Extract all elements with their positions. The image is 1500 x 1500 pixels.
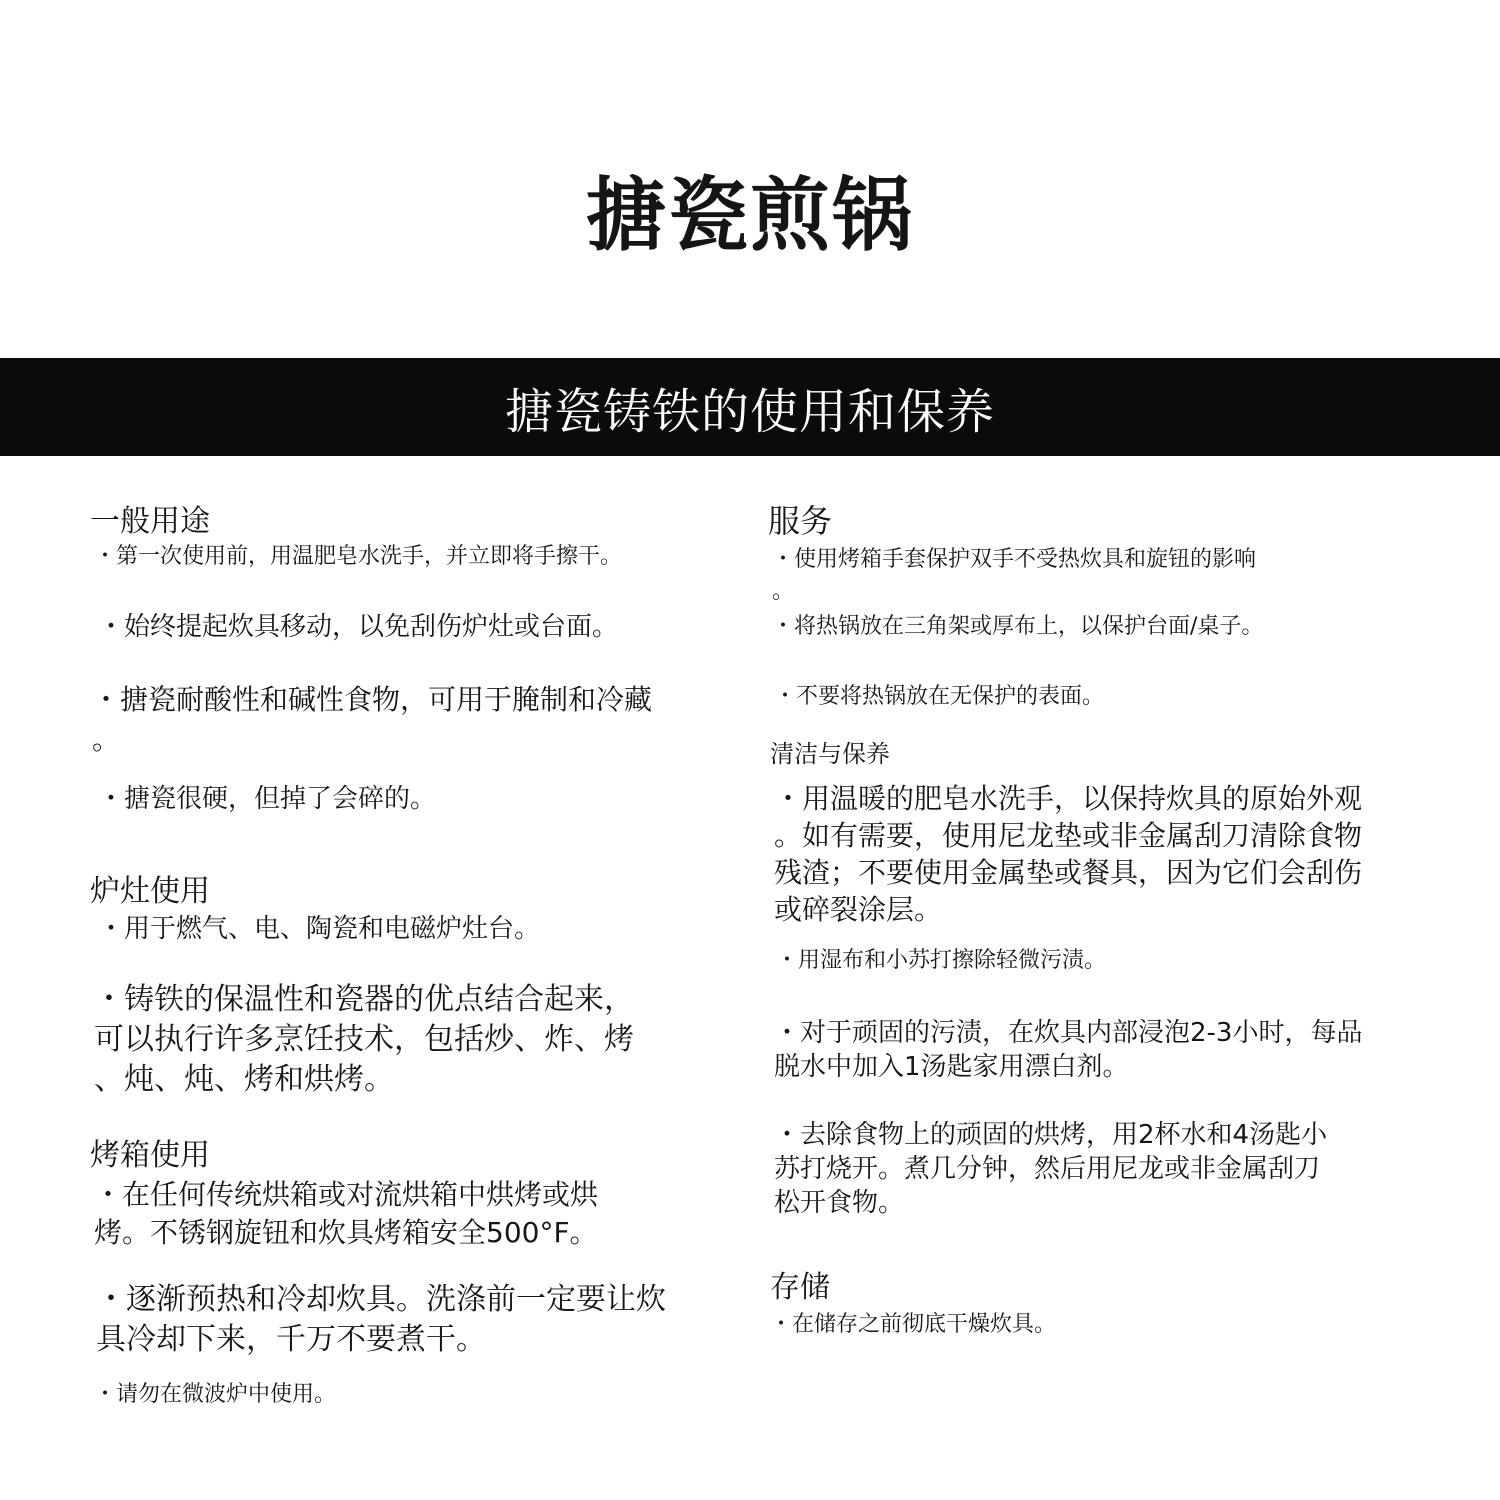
heading-cleaning-care: 清洁与保养	[770, 740, 890, 768]
oven-item-2: ・逐渐预热和冷却炊具。洗涤前一定要让炊 具冷却下来，千万不要煮干。	[96, 1282, 666, 1357]
general-item-1: ・第一次使用前，用温肥皂水洗手，并立即将手擦干。	[94, 544, 623, 569]
cleaning-item-2: ・用湿布和小苏打擦除轻微污渍。	[776, 948, 1107, 973]
cleaning-item-1: ・用温暖的肥皂水洗手，以保持炊具的原始外观 。如有需要，使用尼龙垫或非金属刮刀清除食物 残渣；不要使用金属垫或餐具，因为它们会刮伤 或碎裂涂层。	[774, 782, 1363, 926]
stovetop-item-2: ・铸铁的保温性和瓷器的优点结合起来， 可以执行许多烹饪技术，包括炒、炸、烤 、炖、炖、烤和烘烤。	[94, 982, 634, 1097]
heading-general-use: 一般用途	[90, 504, 210, 539]
service-item-2: ・将热锅放在三角架或厚布上，以保护台面/桌子。	[772, 614, 1264, 639]
heading-storage: 存储	[770, 1270, 830, 1305]
cleaning-item-4: ・去除食物上的顽固的烘烤，用2杯水和4汤匙小 苏打烧开。煮几分钟，然后用尼龙或非金属刮刀 松开食物。	[774, 1120, 1328, 1218]
service-item-3: ・不要将热锅放在无保护的表面。	[774, 684, 1105, 709]
oven-item-1: ・在任何传统烘箱或对流烘箱中烘烤或烘 烤。不锈钢旋钮和炊具烤箱安全500°F。	[94, 1178, 599, 1249]
general-item-4: ・搪瓷很硬，但掉了会碎的。	[98, 784, 437, 814]
general-item-2: ・始终提起炊具移动，以免刮伤炉灶或台面。	[98, 612, 619, 642]
page-title: 搪瓷煎锅	[586, 169, 914, 262]
stovetop-item-1: ・用于燃气、电、陶瓷和电磁炉灶台。	[98, 914, 541, 944]
oven-item-3: ・请勿在微波炉中使用。	[94, 1382, 337, 1407]
storage-item-1: ・在储存之前彻底干燥炊具。	[770, 1312, 1057, 1337]
service-item-1: ・使用烤箱手套保护双手不受热炊具和旋钮的影响 。	[772, 547, 1257, 604]
heading-service: 服务	[768, 502, 833, 540]
heading-oven-use: 烤箱使用	[90, 1138, 210, 1173]
general-item-3: ・搪瓷耐酸性和碱性食物，可用于腌制和冷藏 。	[92, 683, 653, 756]
section-banner	[0, 358, 1500, 456]
cleaning-item-3: ・对于顽固的污渍，在炊具内部浸泡2-3小时，每品 脱水中加入1汤匙家用漂白剂。	[774, 1018, 1363, 1082]
banner-title: 搪瓷铸铁的使用和保养	[504, 383, 995, 440]
heading-stovetop-use: 炉灶使用	[90, 874, 210, 909]
